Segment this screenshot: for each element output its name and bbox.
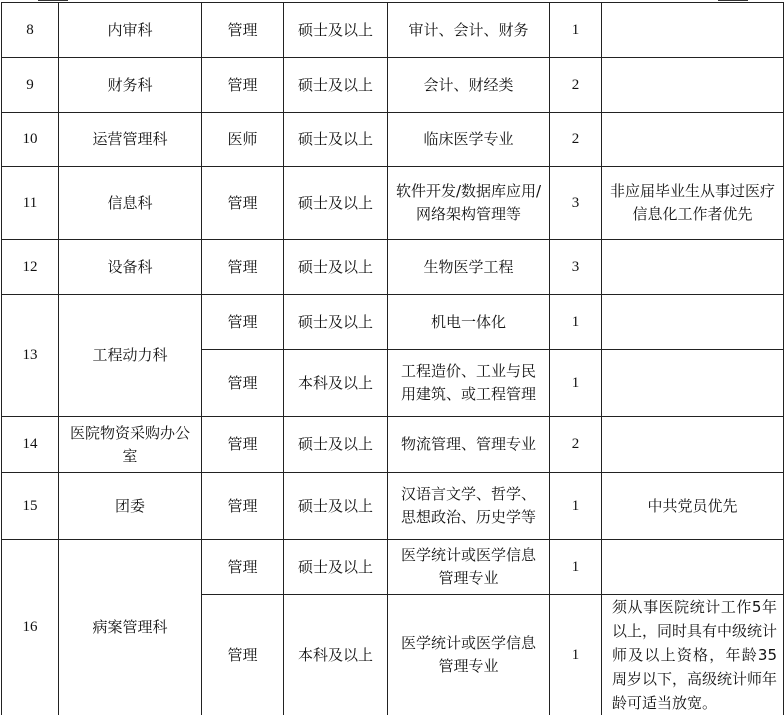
education-cell: 硕士及以上 [284, 58, 388, 113]
post-type-cell: 管理 [202, 240, 284, 295]
major-cell: 会计、财经类 [388, 58, 550, 113]
education-cell: 硕士及以上 [284, 3, 388, 58]
headcount-cell: 1 [550, 595, 602, 715]
major-cell: 物流管理、管理专业 [388, 417, 550, 473]
row-number: 13 [2, 295, 59, 417]
education-cell: 硕士及以上 [284, 240, 388, 295]
major-cell: 医学统计或医学信息管理专业 [388, 540, 550, 595]
headcount-cell: 1 [550, 3, 602, 58]
department-cell: 医院物资采购办公室 [59, 417, 202, 473]
education-cell: 硕士及以上 [284, 113, 388, 167]
major-cell: 医学统计或医学信息管理专业 [388, 595, 550, 715]
note-cell: 须从事医院统计工作5年以上，同时具有中级统计师及以上资格，年龄35周岁以下，高级统计师年龄可适当放宽。 [602, 595, 784, 715]
post-type-cell: 管理 [202, 473, 284, 540]
note-cell [602, 540, 784, 595]
headcount-cell: 3 [550, 167, 602, 240]
headcount-cell: 1 [550, 473, 602, 540]
department-cell: 工程动力科 [59, 295, 202, 417]
post-type-cell: 医师 [202, 113, 284, 167]
headcount-cell: 2 [550, 113, 602, 167]
note-cell [602, 295, 784, 350]
education-cell: 硕士及以上 [284, 417, 388, 473]
department-cell: 设备科 [59, 240, 202, 295]
department-cell: 内审科 [59, 3, 202, 58]
row-number: 12 [2, 240, 59, 295]
department-cell: 病案管理科 [59, 540, 202, 715]
row-number: 16 [2, 540, 59, 715]
row-number: 11 [2, 167, 59, 240]
row-number: 15 [2, 473, 59, 540]
headcount-cell: 2 [550, 58, 602, 113]
major-cell: 审计、会计、财务 [388, 3, 550, 58]
row-number: 10 [2, 113, 59, 167]
table-row [2, 417, 784, 473]
post-type-cell: 管理 [202, 58, 284, 113]
education-cell: 硕士及以上 [284, 167, 388, 240]
table-row [2, 58, 784, 113]
major-cell: 汉语言文学、哲学、思想政治、历史学等 [388, 473, 550, 540]
education-cell: 硕士及以上 [284, 473, 388, 540]
table-row [2, 295, 784, 350]
row-number: 8 [2, 3, 59, 58]
note-cell: 非应届毕业生从事过医疗信息化工作者优先 [602, 167, 784, 240]
table-row [2, 167, 784, 240]
headcount-cell: 1 [550, 350, 602, 417]
post-type-cell: 管理 [202, 350, 284, 417]
row-number: 9 [2, 58, 59, 113]
department-cell: 团委 [59, 473, 202, 540]
education-cell: 本科及以上 [284, 350, 388, 417]
table-row [2, 113, 784, 167]
table-row [2, 540, 784, 595]
note-cell [602, 350, 784, 417]
major-cell: 临床医学专业 [388, 113, 550, 167]
headcount-cell: 3 [550, 240, 602, 295]
major-cell: 工程造价、工业与民用建筑、或工程管理 [388, 350, 550, 417]
major-cell: 机电一体化 [388, 295, 550, 350]
row-number: 14 [2, 417, 59, 473]
headcount-cell: 1 [550, 540, 602, 595]
table-row [2, 473, 784, 540]
note-cell [602, 58, 784, 113]
post-type-cell: 管理 [202, 167, 284, 240]
top-border-fragment [718, 0, 748, 1]
education-cell: 本科及以上 [284, 595, 388, 715]
department-cell: 信息科 [59, 167, 202, 240]
note-cell [602, 3, 784, 58]
post-type-cell: 管理 [202, 295, 284, 350]
note-cell: 中共党员优先 [602, 473, 784, 540]
post-type-cell: 管理 [202, 595, 284, 715]
department-cell: 财务科 [59, 58, 202, 113]
note-cell [602, 417, 784, 473]
post-type-cell: 管理 [202, 3, 284, 58]
education-cell: 硕士及以上 [284, 540, 388, 595]
table-row [2, 3, 784, 58]
headcount-cell: 2 [550, 417, 602, 473]
top-border-fragment [38, 0, 68, 1]
post-type-cell: 管理 [202, 417, 284, 473]
note-cell [602, 240, 784, 295]
table-row [2, 240, 784, 295]
major-cell: 软件开发/数据库应用/网络架构管理等 [388, 167, 550, 240]
education-cell: 硕士及以上 [284, 295, 388, 350]
major-cell: 生物医学工程 [388, 240, 550, 295]
department-cell: 运营管理科 [59, 113, 202, 167]
note-cell [602, 113, 784, 167]
recruitment-table [1, 2, 784, 715]
headcount-cell: 1 [550, 295, 602, 350]
post-type-cell: 管理 [202, 540, 284, 595]
